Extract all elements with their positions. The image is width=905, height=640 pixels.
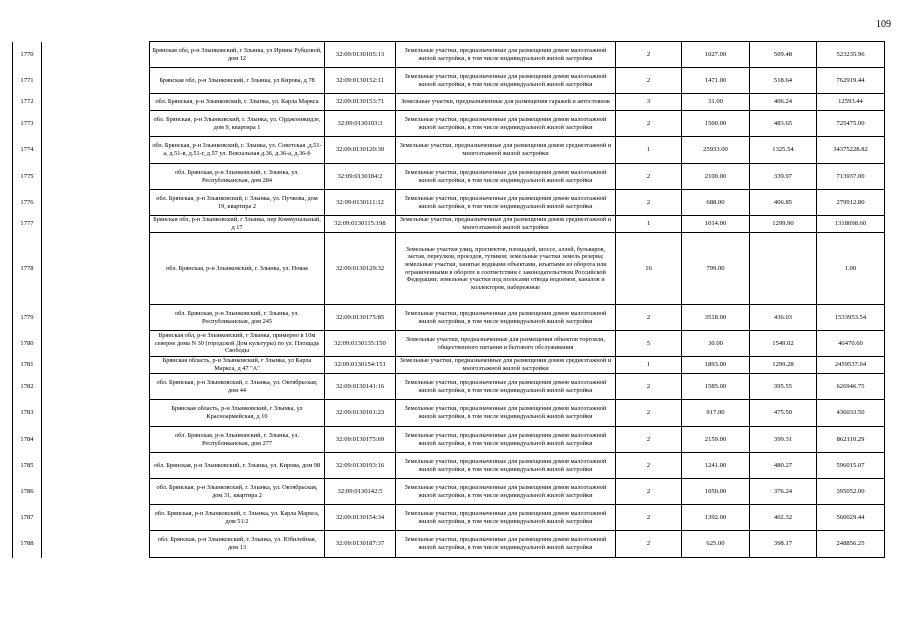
cadastral-value-cell: 46470.60	[817, 331, 885, 357]
table-row	[13, 305, 885, 331]
land-use-cell: Земельные участки, предназначенные для размещения домов малоэтажной жилой застройки, в том числе индивидуальной жилой застройки	[396, 190, 616, 216]
cadastral-number-cell: 32:09:0130187:37	[325, 531, 396, 558]
area-cell: 1027.00	[682, 42, 750, 68]
area-cell: 1050.00	[682, 479, 750, 505]
spacer-cell	[42, 111, 150, 137]
cadastral-number-cell: 32:09:0130152:11	[325, 68, 396, 94]
cadastral-value-cell: 1318098.60	[817, 216, 885, 233]
land-use-cell: Земельные участки, предназначенные для размещения объектов торговли, общественного питания и бытового обслуживания	[396, 331, 616, 357]
address-cell: обл. Брянская, р-н Злынковский, г. Злынка, ул. Новая	[150, 233, 325, 305]
cadastral-number-cell: 32:09:0130115:198	[325, 216, 396, 233]
spacer-cell	[42, 357, 150, 374]
cadastral-number-cell: 32:09:0130184:2	[325, 164, 396, 190]
specific-value-cell: 1549.02	[750, 331, 817, 357]
land-use-cell: Земельные участки, предназначенные для размещения домов малоэтажной жилой застройки, в том числе индивидуальной жилой застройки	[396, 68, 616, 94]
land-use-cell: Земельные участки, предназначенные для размещения домов малоэтажной жилой застройки, в том числе индивидуальной жилой застройки	[396, 111, 616, 137]
table-row	[13, 357, 885, 374]
group-cell: 2	[616, 42, 682, 68]
area-cell: 1500.00	[682, 111, 750, 137]
address-cell: обл. Брянская, р-н Злынковский, г. Злынка, ул. Республиканская, дом 284	[150, 164, 325, 190]
table-row	[13, 233, 885, 305]
table-row	[13, 427, 885, 453]
cadastral-number-cell: 32:09:0130154:34	[325, 505, 396, 531]
table-row	[13, 400, 885, 427]
address-cell: обл. Брянская, р-н Злынковский, г. Злынка, ул. Советская ,д.51-а, д.51-в, д.51-г, д.57 ул. Вокзальная д.36, д.36-а, д.36-б	[150, 137, 325, 164]
row-number: 1778	[13, 233, 42, 305]
table-row	[13, 531, 885, 558]
land-use-cell: Земельные участки, предназначенные для размещения домов малоэтажной жилой застройки, в том числе индивидуальной жилой застройки	[396, 505, 616, 531]
spacer-cell	[42, 400, 150, 427]
specific-value-cell: 406.85	[750, 190, 817, 216]
spacer-cell	[42, 374, 150, 400]
land-use-cell: Земельные участки, предназначенные для размещения домов малоэтажной жилой застройки, в том числе индивидуальной жилой застройки	[396, 305, 616, 331]
cadastral-number-cell: 32:09:0130175:85	[325, 305, 396, 331]
group-cell: 2	[616, 305, 682, 331]
area-cell: 917.00	[682, 400, 750, 427]
cadastral-value-cell: 34375228.82	[817, 137, 885, 164]
group-cell: 5	[616, 331, 682, 357]
land-use-cell: Земельные участки, предназначенные для размещения домов малоэтажной жилой застройки, в том числе индивидуальной жилой застройки	[396, 400, 616, 427]
cadastral-number-cell: 32:09:0130129:32	[325, 233, 396, 305]
address-cell: обл. Брянская, р-н Злынковский, г. Злынка, ул. Карла Маркса	[150, 94, 325, 111]
table-row	[13, 331, 885, 357]
table-row	[13, 137, 885, 164]
specific-value-cell: 339.97	[750, 164, 817, 190]
address-cell: обл. Брянская, р-н Злынковский, г. Злынка, ул. Октябрьская, дом 31, квартира 2	[150, 479, 325, 505]
spacer-cell	[42, 94, 150, 111]
area-cell: 1392.00	[682, 505, 750, 531]
cadastral-number-cell: 32:09:0130154:151	[325, 357, 396, 374]
address-cell: Брянская область, р-н Злынковский, г Злынка, ул Красноармейская, д 10	[150, 400, 325, 427]
specific-value-cell: 399.31	[750, 427, 817, 453]
land-use-cell: Земельные участки, предназначенные для размещения домов малоэтажной жилой застройки, в том числе индивидуальной жилой застройки	[396, 531, 616, 558]
spacer-cell	[42, 164, 150, 190]
group-cell: 2	[616, 427, 682, 453]
group-cell: 1	[616, 137, 682, 164]
table-row	[13, 42, 885, 68]
table-body	[13, 42, 885, 558]
group-cell: 2	[616, 505, 682, 531]
row-number: 1770	[13, 42, 42, 68]
address-cell: обл. Брянская, р-н Злынковский, г. Злынка, ул. Карла Маркса, дом 51/2	[150, 505, 325, 531]
cadastral-value-cell: 713937.00	[817, 164, 885, 190]
group-cell: 2	[616, 111, 682, 137]
cadastral-number-cell: 32:09:0130111:12	[325, 190, 396, 216]
spacer-cell	[42, 216, 150, 233]
specific-value-cell: 395.55	[750, 374, 817, 400]
row-number: 1776	[13, 190, 42, 216]
group-cell: 1	[616, 357, 682, 374]
row-number: 1780	[13, 331, 42, 357]
specific-value-cell: 1299.90	[750, 216, 817, 233]
group-cell: 3	[616, 94, 682, 111]
table-row	[13, 190, 885, 216]
group-cell: 2	[616, 400, 682, 427]
land-use-cell: Земельные участки, предназначенные для размещения домов среднеэтажной и многоэтажной жилой застройки	[396, 137, 616, 164]
land-use-cell: Земельные участки, предназначенные для размещения гаражей и автостоянок	[396, 94, 616, 111]
specific-value-cell: 436.03	[750, 305, 817, 331]
cadastral-number-cell: 32:09:0130142:5	[325, 479, 396, 505]
area-cell: 1471.00	[682, 68, 750, 94]
area-cell: 30.00	[682, 331, 750, 357]
specific-value-cell: 402.32	[750, 505, 817, 531]
group-cell: 2	[616, 479, 682, 505]
cadastral-number-cell: 32:09:0130103:3	[325, 111, 396, 137]
land-use-cell: Земельные участки, предназначенные для размещения домов малоэтажной жилой застройки, в том числе индивидуальной жилой застройки	[396, 374, 616, 400]
cadastral-number-cell: 32:09:0130120:30	[325, 137, 396, 164]
row-number: 1782	[13, 374, 42, 400]
group-cell: 2	[616, 531, 682, 558]
address-cell: Брянская обл, р-н Злынковский, г Злынка, ул Ирины Рубцовой, дом 12	[150, 42, 325, 68]
address-cell: Брянская область, р-н Злынковский, г Злынка, ул Карла Маркса, д 47 "А"	[150, 357, 325, 374]
spacer-cell	[42, 137, 150, 164]
table-row	[13, 68, 885, 94]
area-cell: 3518.00	[682, 305, 750, 331]
group-cell: 2	[616, 453, 682, 479]
cadastral-value-cell: 560029.44	[817, 505, 885, 531]
cadastral-number-cell: 32:09:0130141:16	[325, 374, 396, 400]
table-row	[13, 111, 885, 137]
row-number: 1783	[13, 400, 42, 427]
land-use-cell: Земельные участки, предназначенные для размещения домов среднеэтажной и многоэтажной жилой застройки	[396, 216, 616, 233]
address-cell: обл. Брянская, р-н Злынковский, г. Злынка, ул. Республиканская, дом 245	[150, 305, 325, 331]
address-cell: обл. Брянская, р-н Злынковский, г. Злынка, ул. Октябрьская, дом 44	[150, 374, 325, 400]
row-number: 1781	[13, 357, 42, 374]
land-use-cell: Земельные участки, предназначенные для размещения домов малоэтажной жилой застройки, в том числе индивидуальной жилой застройки	[396, 453, 616, 479]
land-use-cell: Земельные участки, предназначенные для размещения домов малоэтажной жилой застройки, в том числе индивидуальной жилой застройки	[396, 42, 616, 68]
row-number: 1784	[13, 427, 42, 453]
cadastral-value-cell: 725475.00	[817, 111, 885, 137]
table-row	[13, 94, 885, 111]
area-cell: 799.00	[682, 233, 750, 305]
area-cell: 2159.00	[682, 427, 750, 453]
table-row	[13, 453, 885, 479]
area-cell: 31.00	[682, 94, 750, 111]
cadastral-value-cell: 626946.75	[817, 374, 885, 400]
group-cell: 2	[616, 68, 682, 94]
address-cell: Брянская обл, р-н Злынковский, г Злынка, пер Коммунальный, д 17	[150, 216, 325, 233]
cadastral-value-cell: 436033.50	[817, 400, 885, 427]
address-cell: обл. Брянская, р-н Злынковский, г. Злынка, ул. Кирова, дом 98	[150, 453, 325, 479]
area-cell: 25933.00	[682, 137, 750, 164]
spacer-cell	[42, 190, 150, 216]
spacer-cell	[42, 479, 150, 505]
specific-value-cell: 406.24	[750, 94, 817, 111]
specific-value-cell: 398.17	[750, 531, 817, 558]
spacer-cell	[42, 68, 150, 94]
group-cell: 1	[616, 216, 682, 233]
specific-value-cell: 509.48	[750, 42, 817, 68]
specific-value-cell: 376.24	[750, 479, 817, 505]
cadastral-number-cell: 32:09:0130135:150	[325, 331, 396, 357]
specific-value-cell: 480.27	[750, 453, 817, 479]
specific-value-cell: 1299.28	[750, 357, 817, 374]
table-row	[13, 164, 885, 190]
address-cell: Брянская обл, р-н Злынковский, г Злынка, примерно в 10м северне дома N 30 (городской Дом культуры) по ул. Площадь Свободы	[150, 331, 325, 357]
area-cell: 688.00	[682, 190, 750, 216]
land-use-cell: Земельные участки, предназначенные для размещения домов малоэтажной жилой застройки, в том числе индивидуальной жилой застройки	[396, 427, 616, 453]
cadastral-value-cell: 596015.07	[817, 453, 885, 479]
spacer-cell	[42, 305, 150, 331]
row-number: 1788	[13, 531, 42, 558]
table-row	[13, 479, 885, 505]
cadastral-number-cell: 32:09:0130153:71	[325, 94, 396, 111]
cadastral-value-cell: 279912.80	[817, 190, 885, 216]
land-use-cell: Земельные участки, предназначенные для размещения домов малоэтажной жилой застройки, в том числе индивидуальной жилой застройки	[396, 479, 616, 505]
row-number: 1773	[13, 111, 42, 137]
group-cell: 2	[616, 374, 682, 400]
cadastral-value-cell: 1533953.54	[817, 305, 885, 331]
spacer-cell	[42, 427, 150, 453]
cadastral-value-table	[12, 41, 885, 558]
specific-value-cell: 475.50	[750, 400, 817, 427]
spacer-cell	[42, 331, 150, 357]
address-cell: обл. Брянская, р-н Злынковский, г. Злынка, ул. Орджоникидзе, дом 9, квартира 1	[150, 111, 325, 137]
cadastral-value-cell: 523235.96	[817, 42, 885, 68]
row-number: 1787	[13, 505, 42, 531]
cadastral-value-cell: 395052.00	[817, 479, 885, 505]
cadastral-number-cell: 32:09:0130105:13	[325, 42, 396, 68]
address-cell: обл. Брянская, р-н Злынковский, г. Злынка, ул. Пучкова, дом 19, квартира 2	[150, 190, 325, 216]
group-cell: 2	[616, 190, 682, 216]
cadastral-value-cell: 762919.44	[817, 68, 885, 94]
land-use-cell: Земельные участки улиц, проспектов, площадей, шоссе, аллей, бульваров, застав, переулков, проездов, тупиков; земельные участки земель резерва; земельные участки, занятые водными объектами, изъятыми из оборота или ограниченными в обороте в соответствии с законодательством Российской Федерации; земельные участки под полосами отвода водоемов, каналов и коллекторов, набережные	[396, 233, 616, 305]
spacer-cell	[42, 505, 150, 531]
area-cell: 1014.00	[682, 216, 750, 233]
address-cell: обл. Брянская, р-н Злынковский, г. Злынка, ул. Республиканская, дом 277	[150, 427, 325, 453]
spacer-cell	[42, 233, 150, 305]
row-number: 1772	[13, 94, 42, 111]
area-cell: 1241.00	[682, 453, 750, 479]
cadastral-value-cell: 2459537.04	[817, 357, 885, 374]
row-number: 1785	[13, 453, 42, 479]
group-cell: 2	[616, 164, 682, 190]
row-number: 1779	[13, 305, 42, 331]
specific-value-cell: 1325.54	[750, 137, 817, 164]
spacer-cell	[42, 453, 150, 479]
spacer-cell	[42, 531, 150, 558]
cadastral-number-cell: 32:09:0130175:69	[325, 427, 396, 453]
specific-value-cell: 518.64	[750, 68, 817, 94]
spacer-cell	[42, 42, 150, 68]
area-cell: 2100.00	[682, 164, 750, 190]
row-number: 1771	[13, 68, 42, 94]
row-number: 1786	[13, 479, 42, 505]
area-cell: 1893.00	[682, 357, 750, 374]
area-cell: 625.00	[682, 531, 750, 558]
table-row	[13, 374, 885, 400]
area-cell: 1585.00	[682, 374, 750, 400]
specific-value-cell	[750, 233, 817, 305]
cadastral-number-cell: 32:09:0130101:23	[325, 400, 396, 427]
cadastral-value-cell: 862110.29	[817, 427, 885, 453]
cadastral-value-cell: 12593.44	[817, 94, 885, 111]
row-number: 1777	[13, 216, 42, 233]
table-row	[13, 505, 885, 531]
address-cell: Брянская обл, р-н Злынковский, г Злынка, ул Кирова, д 78	[150, 68, 325, 94]
cadastral-value-cell: 1.00	[817, 233, 885, 305]
specific-value-cell: 483.65	[750, 111, 817, 137]
cadastral-value-cell: 248856.25	[817, 531, 885, 558]
row-number: 1775	[13, 164, 42, 190]
group-cell: 16	[616, 233, 682, 305]
land-use-cell: Земельные участки, предназначенные для размещения домов среднеэтажной и многоэтажной жилой застройки	[396, 357, 616, 374]
table-row	[13, 216, 885, 233]
land-use-cell: Земельные участки, предназначенные для размещения домов малоэтажной жилой застройки, в том числе индивидуальной жилой застройки	[396, 164, 616, 190]
cadastral-number-cell: 32:09:0130193:16	[325, 453, 396, 479]
row-number: 1774	[13, 137, 42, 164]
page-number: 109	[876, 19, 891, 30]
address-cell: обл. Брянская, р-н Злынковский, г. Злынка, ул. Юбилейная, дом 13	[150, 531, 325, 558]
